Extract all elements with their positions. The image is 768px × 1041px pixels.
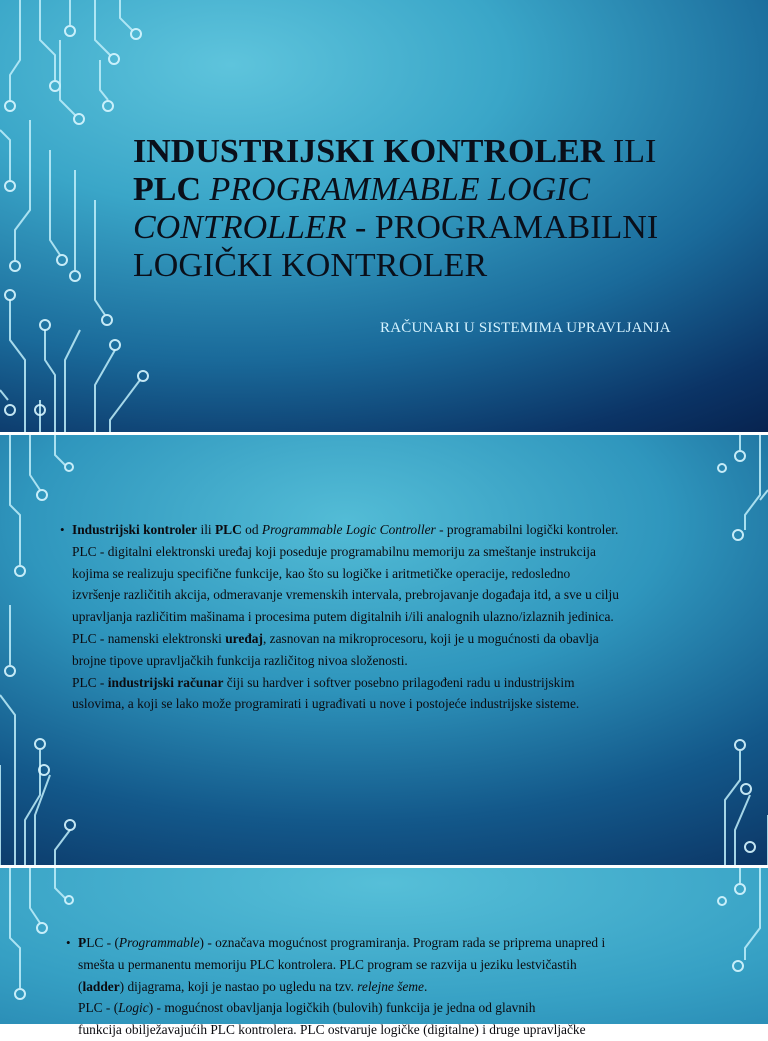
text-run: ) dijagrama, koji je nastao po ugledu na tzv. <box>119 978 358 994</box>
title-italic-part: CONTROLLER <box>133 209 347 246</box>
text-line: upravljanja različitim mašinama i procesima putem digitalnih i/ili analognih ulazno/izlaznih jedinica. <box>72 609 614 625</box>
text-line <box>72 672 694 694</box>
title-part: - PROGRAMABILNI <box>346 209 659 246</box>
title-part: ILI <box>604 133 657 170</box>
text-run: PLC - namenski elektronski <box>72 630 226 646</box>
slide-title <box>133 133 733 285</box>
text-line: izvršenje različitih akcija, odmeravanje vremenskih intervala, prebrojavanje događaja itd, a sve u cilju <box>72 587 619 603</box>
text-run: , zasnovan na mikroprocesoru, koji je u mogućnosti da obavlja <box>262 630 599 646</box>
text-line: kojima se realizuju specifične funkcije, kao što su logičke i aritmetičke operacije, redosledno <box>72 565 571 581</box>
text-run: od <box>241 522 262 537</box>
text-line <box>78 976 680 998</box>
text-run: ( <box>78 978 83 994</box>
text-run: LC - ( <box>86 935 119 950</box>
text-line: PLC - digitalni elektronski uređaj koji poseduje programabilnu memoriju za smeštanje instrukcija <box>72 543 596 559</box>
bullet: • <box>60 522 65 537</box>
slide-subtitle: RAČUNARI U SISTEMIMA UPRAVLJANJA <box>380 320 671 336</box>
text-line <box>72 519 694 541</box>
bold-term: ladder <box>82 978 120 994</box>
title-bold-part: PLC <box>133 171 201 208</box>
slide-body <box>60 519 694 715</box>
text-line: smešta u permanentu memoriju PLC kontrolera. PLC program se razvija u jeziku lestvičastih <box>78 956 577 972</box>
text-run: PLC - ( <box>78 1000 119 1016</box>
italic-term: relejne šeme <box>357 978 424 994</box>
title-part: LOGIČKI KONTROLER <box>133 247 488 284</box>
text-run: ) - mogućnost obavljanja logičkih (bulovih) funkcija je jedna od glavnih <box>148 1000 536 1016</box>
title-italic-part: PROGRAMMABLE LOGIC <box>201 171 591 208</box>
text-run: čiji su hardver i softver posebno prilagođeni radu u industrijskim <box>223 674 575 690</box>
text-run: ili <box>197 522 215 537</box>
text-line: funkcija obilježavajućih PLC kontrolera. PLC ostvaruje logičke (digitalne) i druge upravljačke <box>78 1022 586 1038</box>
title-bold-part: INDUSTRIJSKI KONTROLER <box>133 133 605 170</box>
text-run: ) - označava mogućnost programiranja. Program rada se priprema unapred i <box>199 935 606 950</box>
text-run: - programabilni logički kontroler. <box>435 522 619 537</box>
bullet: • <box>66 935 71 950</box>
text-run: . <box>423 978 428 994</box>
text-line <box>72 628 694 650</box>
bold-term: P <box>78 935 87 950</box>
content-slide-1 <box>0 435 768 865</box>
bold-term: PLC <box>215 522 242 537</box>
italic-term: Programmable <box>118 935 200 950</box>
text-line <box>78 997 680 1019</box>
text-run: PLC - <box>72 674 108 690</box>
bold-term: Industrijski kontroler <box>72 522 198 537</box>
italic-term: Logic <box>118 1000 149 1016</box>
title-slide <box>0 0 768 432</box>
italic-term: Programmable Logic Controller <box>261 522 436 537</box>
bold-term: uređaj <box>225 630 263 646</box>
bold-term: industrijski računar <box>107 674 224 690</box>
text-line <box>78 932 680 954</box>
text-line: uslovima, a koji se lako može programirati i ugrađivati u nove i postojeće industrijske sisteme. <box>72 696 580 712</box>
slide-body <box>66 932 680 1041</box>
content-slide-2 <box>0 868 768 1038</box>
text-line: brojne tipove upravljačkih funkcija različitog nivoa složenosti. <box>72 652 408 668</box>
